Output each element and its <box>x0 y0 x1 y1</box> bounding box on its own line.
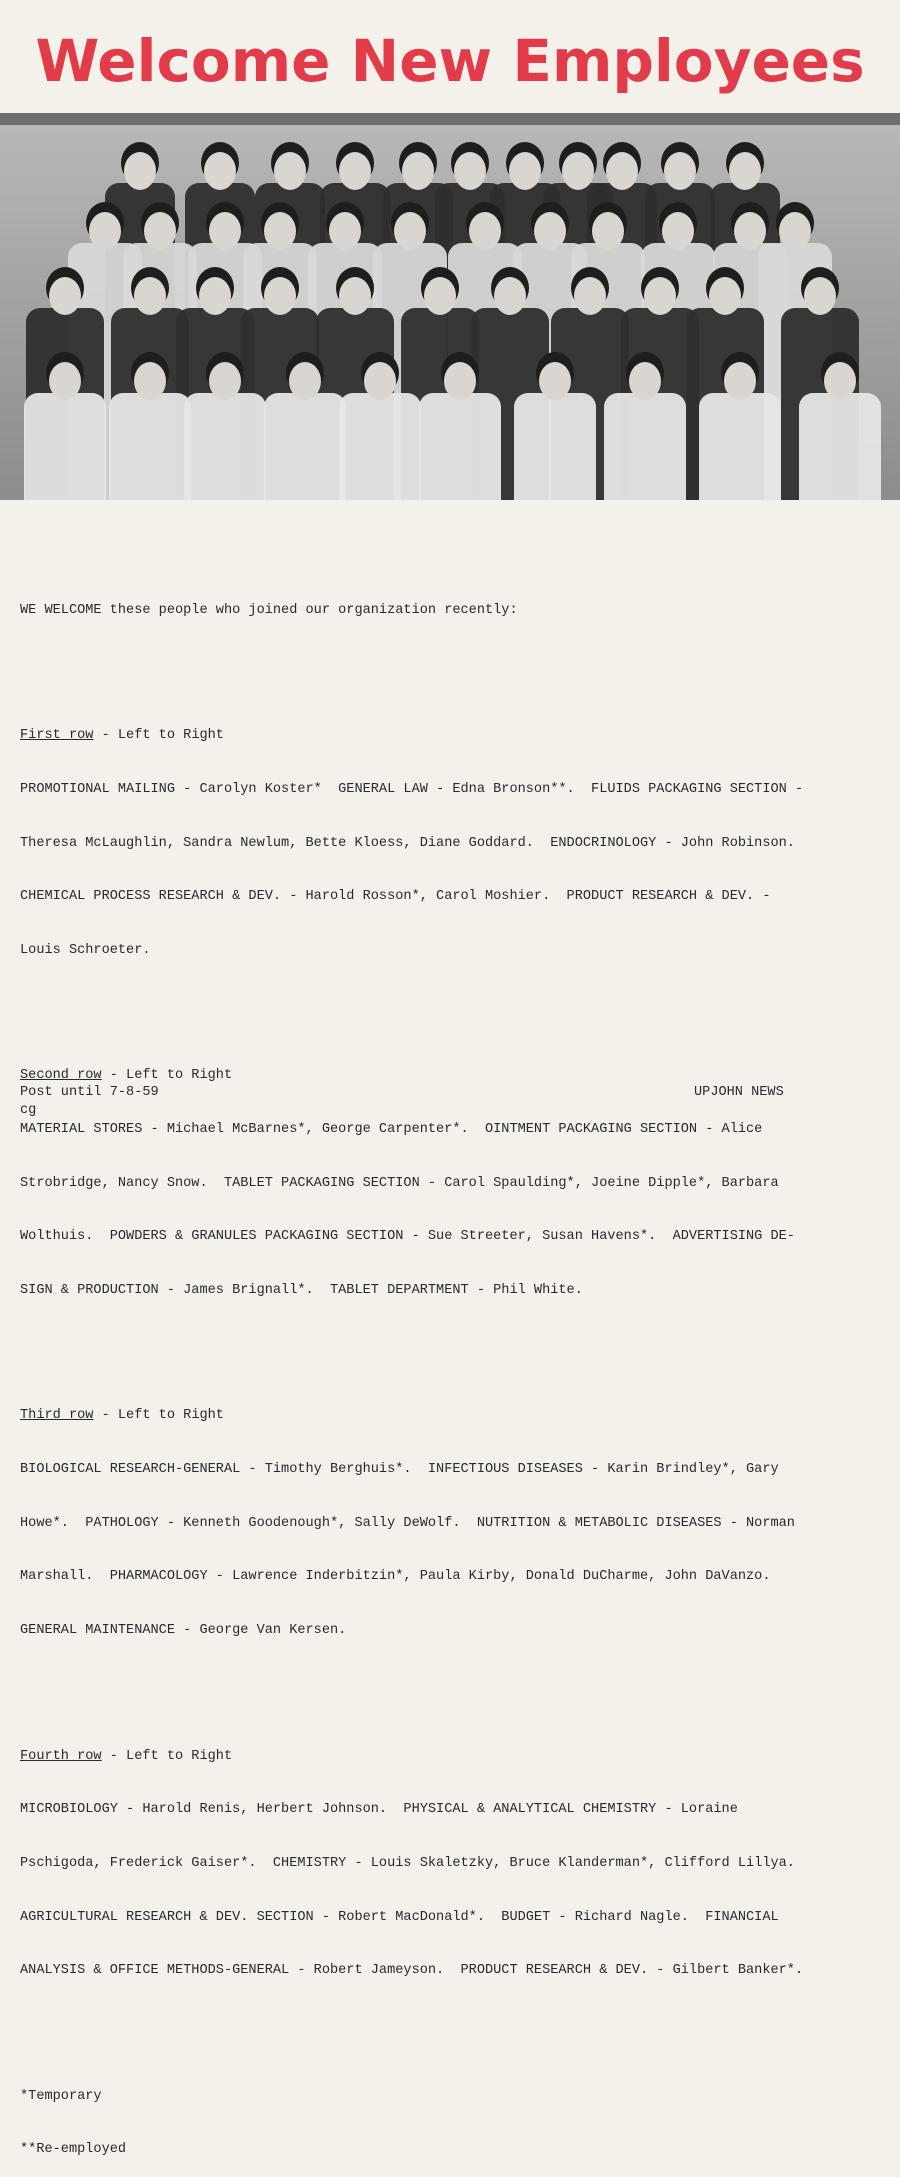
row3-line: GENERAL MAINTENANCE - George Van Kersen. <box>20 1623 347 1639</box>
intro-line: WE WELCOME these people who joined our organization recently: <box>20 602 518 618</box>
post-until: Post until 7-8-59 <box>20 1085 159 1100</box>
initials: cg <box>20 1103 37 1118</box>
note-temporary: *Temporary <box>20 2088 102 2104</box>
row2-line: SIGN & PRODUCTION - James Brignall*. TABLET DEPARTMENT - Phil White. <box>20 1283 583 1299</box>
row1-line: CHEMICAL PROCESS RESEARCH & DEV. - Harold Rosson*, Carol Moshier. PRODUCT RESEARCH & DEV. - <box>20 889 771 905</box>
row2-line: MATERIAL STORES - Michael McBarnes*, George Carpenter*. OINTMENT PACKAGING SECTION - Alice <box>20 1121 763 1137</box>
page-title: Welcome New Employees <box>35 27 865 95</box>
group-photo <box>0 113 900 500</box>
row3-line: Howe*. PATHOLOGY - Kenneth Goodenough*, Sally DeWolf. NUTRITION & METABOLIC DISEASES - Norman <box>20 1515 795 1531</box>
row2-line: Strobridge, Nancy Snow. TABLET PACKAGING SECTION - Carol Spaulding*, Joeine Dipple*, Barbara <box>20 1175 779 1191</box>
row1-line: Theresa McLaughlin, Sandra Newlum, Bette Kloess, Diane Goddard. ENDOCRINOLOGY - John Robinson. <box>20 835 795 851</box>
row4-line: ANALYSIS & OFFICE METHODS-GENERAL - Robert Jameyson. PRODUCT RESEARCH & DEV. - Gilbert Banker*. <box>20 1963 804 1979</box>
row1-line: PROMOTIONAL MAILING - Carolyn Koster* GENERAL LAW - Edna Bronson**. FLUIDS PACKAGING SECTION - <box>20 781 804 797</box>
row3-line: Marshall. PHARMACOLOGY - Lawrence Inderbitzin*, Paula Kirby, Donald DuCharme, John DaVanzo. <box>20 1569 771 1585</box>
row4-line: Pschigoda, Frederick Gaiser*. CHEMISTRY - Louis Skaletzky, Bruce Klanderman*, Clifford Lillya. <box>20 1855 795 1871</box>
row-heading-4: Fourth row - Left to Right <box>20 1748 233 1764</box>
row2-line: Wolthuis. POWDERS & GRANULES PACKAGING SECTION - Sue Streeter, Susan Havens*. ADVERTISING DE- <box>20 1229 795 1245</box>
footer-left <box>20 1084 159 1120</box>
row3-line: BIOLOGICAL RESEARCH-GENERAL - Timothy Berghuis*. INFECTIOUS DISEASES - Karin Brindley*, Gary <box>20 1462 779 1478</box>
publication-name: UPJOHN NEWS <box>694 1085 784 1100</box>
row-heading-3: Third row - Left to Right <box>20 1408 224 1424</box>
row4-line: MICROBIOLOGY - Harold Renis, Herbert Johnson. PHYSICAL & ANALYTICAL CHEMISTRY - Loraine <box>20 1802 738 1818</box>
row-heading-2: Second row - Left to Right <box>20 1068 233 1084</box>
note-reemployed: **Re-employed <box>20 2142 127 2158</box>
row1-line: Louis Schroeter. <box>20 942 151 958</box>
row4-line: AGRICULTURAL RESEARCH & DEV. SECTION - Robert MacDonald*. BUDGET - Richard Nagle. FINANCIAL <box>20 1909 779 1925</box>
body-text <box>20 566 890 2177</box>
row-heading-1: First row - Left to Right <box>20 728 224 744</box>
